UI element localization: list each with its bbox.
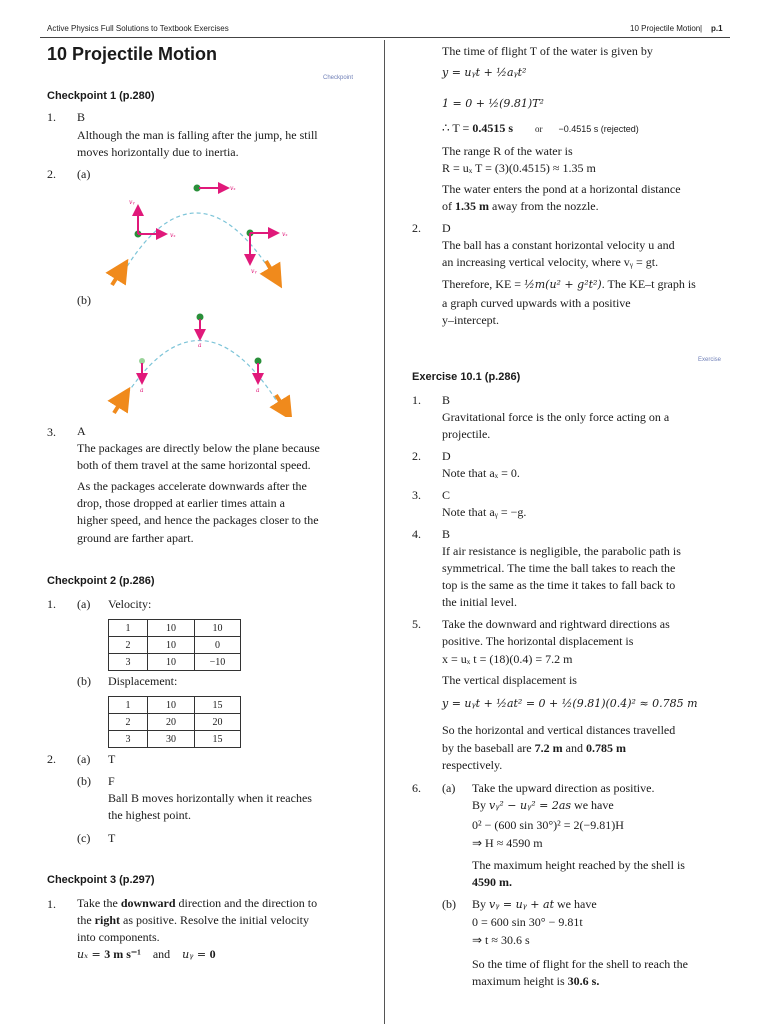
landing-arrow [266,261,276,278]
checkpoint-3-heading: Checkpoint 3 (p.297) [47,874,155,886]
cp1-q3-answer: A [77,424,86,438]
table-cell: 3 [109,731,148,748]
cp1-q3-line5: higher speed, and hence the packages closer to the [77,513,319,527]
ex-q4-line1: If air resistance is negligible, the parabolic path is [442,544,681,558]
text-span: of [442,199,455,213]
ex-q5-line2: positive. The horizontal displacement is [442,634,634,648]
label-a-top: a [198,342,202,349]
cp2-q2b-answer: F [108,774,115,788]
header-left: Active Physics Full Solutions to Textbook Exercises [47,24,229,33]
ex-q6a-line2 [472,797,614,814]
projectile-velocity-diagram [100,178,310,298]
table-cell: 1 [109,697,148,714]
ke-equation: ½m(u² + g²t²) [524,278,602,291]
and-text: and [152,947,171,961]
eq-result [442,120,639,138]
ex-q2-answer: D [442,449,451,463]
table-cell: 0 [195,637,241,654]
table-row [109,714,241,731]
ex-q3-line1: Note that aᵧ = −g. [442,505,527,519]
cp2-a-text: Velocity: [108,597,152,611]
cp3-q1-number: 1. [47,897,56,911]
cp2-q2c-label: (c) [77,831,91,845]
label-vx-top: vₓ [230,185,236,192]
ex-q5-line6 [442,740,626,757]
cp1-q3-number: 3. [47,425,56,439]
ex-q4-line4: the initial level. [442,595,517,609]
text-span: we have [554,897,597,911]
ex-q6b-line2: 0 = 600 sin 30° − 9.81t [472,915,583,929]
table-cell: 10 [195,620,241,637]
cp2-q2a-answer: T [108,752,116,766]
bold-span: 0.4515 s [472,121,513,135]
text-span: we have [571,798,614,812]
text-span: maximum height is [472,974,568,988]
cp1-q1-answer: B [77,110,86,124]
checkpoint-2-heading: Checkpoint 2 (p.286) [47,575,155,587]
ex-q1-number: 1. [412,393,421,407]
ex-q1-line1: Gravitational force is the only force acting on a [442,410,670,424]
table-cell: 2 [109,714,148,731]
ex-q6a-line3: 0² − (600 sin 30°)² = 2(−9.81)H [472,818,624,832]
ex-q6a-label: (a) [442,781,456,795]
or-text: or [534,124,543,134]
text-span: By [472,798,490,812]
ex-q6a-line5: The maximum height reached by the shell is [472,858,685,872]
rejected-text: −0.4515 s (rejected) [558,124,639,134]
ex-q4-answer: B [442,527,451,541]
cp3-line3: into components. [77,930,160,944]
text-span: and [562,741,586,755]
checkpoint-1-heading: Checkpoint 1 (p.280) [47,90,155,102]
ex-q1-line2: projectile. [442,427,491,441]
right-q2-line2: an increasing vertical velocity, where vᵧ = gt. [442,255,659,269]
ex-q6b-line3: ⇒ t ≈ 30.6 s [472,933,530,947]
cp2-a-label: (a) [77,597,91,611]
cp2-q2a-label: (a) [77,752,91,766]
label-vy-right: vᵧ [251,268,257,275]
header-chapter: 10 Projectile Motion [630,24,701,33]
table-row [109,620,241,637]
text-span: away from the nozzle. [489,199,599,213]
table-row [109,637,241,654]
cp2-b-label: (b) [77,674,91,688]
trajectory-path-b [120,340,278,405]
label-a-left: a [140,387,144,394]
ex-q4-line3: top is the same as the time it takes to fall back to [442,578,676,592]
enter-line2 [442,198,599,215]
label-vy-left: vᵧ [129,199,135,206]
ex-q6b-line1 [472,896,597,913]
text-span: by the baseball are [442,741,535,755]
bold-span: downward [120,896,176,910]
cp3-components [77,946,216,963]
text-span: Therefore, KE = [442,277,525,291]
cp1-q1-number: 1. [47,110,56,124]
ex-q5-line3: x = uₓ t = (18)(0.4) = 7.2 m [442,652,573,666]
kinematic-equation: vᵧ = uᵧ + at [489,898,554,911]
eq-displacement: y = uᵧt + ½aᵧt² [442,66,527,79]
header-rule [40,37,730,38]
cp1-q3-line2: both of them travel at the same horizontal speed. [77,458,311,472]
table-row [109,697,241,714]
cp2-q2-number: 2. [47,752,56,766]
tof-text: The time of flight T of the water is given by [442,44,653,58]
right-q2-line4: a graph curved upwards with a positive [442,296,631,310]
text-span: as positive. Resolve the initial velocity [120,913,309,927]
right-q2-line5: y–intercept. [442,313,499,327]
right-q2-line1: The ball has a constant horizontal velocity u and [442,238,675,252]
cp3-line2 [77,912,309,929]
uy-value: 0 [209,947,216,961]
table-cell: 10 [148,637,195,654]
table-cell: 3 [109,654,148,671]
header-separator: | [700,24,703,33]
eq-substitution: 1 = 0 + ½(9.81)T² [442,97,544,110]
page-title: 10 Projectile Motion [47,44,218,64]
ux-value: 3 m s⁻¹ [104,947,141,961]
ex-q6a-line4: ⇒ H ≈ 4590 m [472,836,543,850]
cp1-q1-line1: Although the man is falling after the jump, he still [77,128,318,142]
table-row [109,731,241,748]
ex-q6-number: 6. [412,781,421,795]
table-cell: −10 [195,654,241,671]
text-span: Take the [77,896,121,910]
page-number: p.1 [711,24,723,33]
cp3-line1 [77,895,317,912]
range-line2: R = uₓ T = (3)(0.4515) ≈ 1.35 m [442,161,596,175]
bold-span: right [94,913,121,927]
cp2-q2b-line1: Ball B moves horizontally when it reaches [108,791,312,805]
ex-q5-line5: So the horizontal and vertical distances travelled [442,723,676,737]
velocity-table [108,619,241,671]
cp1-q3-line1: The packages are directly below the plane because [77,441,320,455]
cp2-b-text: Displacement: [108,674,178,688]
right-q2-answer: D [442,221,451,235]
ex-q5-equation: y = uᵧt + ½at² = 0 + ½(9.81)(0.4)² ≈ 0.785 m [442,697,698,710]
table-cell: 2 [109,637,148,654]
checkpoint-tag: Checkpoint [323,75,354,81]
label-vx-left: vₓ [170,232,176,239]
displacement-table [108,696,241,748]
text-span: . The KE–t graph is [601,277,696,291]
ux-label: uₓ = [77,948,105,961]
cp1-q2-number: 2. [47,167,56,181]
cp1-q3-line4: drop, those dropped at earlier times attain a [77,496,285,510]
ex-q6b-line5 [472,973,599,990]
table-row [109,654,241,671]
cp2-q2c-answer: T [108,831,116,845]
launch-arrow-b [114,397,124,413]
uy-label: uᵧ = [182,948,210,961]
ex-q6b-label: (b) [442,897,456,911]
ex-q4-number: 4. [412,527,421,541]
cp1-q3-line6: ground are farther apart. [77,531,194,545]
ex-q5-line7: respectively. [442,758,503,772]
kinematic-equation: vᵧ² − uᵧ² = 2as [489,799,572,812]
text-span: direction and the direction to [175,896,318,910]
column-divider [384,40,385,1024]
ex-q6a-line6: 4590 m. [472,875,512,889]
text-span: ∴ T = [442,121,473,135]
projectile-acceleration-diagram [100,305,310,417]
bold-span: 0.785 m [585,741,626,755]
right-q2-line3 [442,276,696,293]
cp2-q2b-label: (b) [77,774,91,788]
text-span: By [472,897,490,911]
exercise-heading: Exercise 10.1 (p.286) [412,371,521,383]
bold-span: 30.6 s. [567,974,600,988]
cp2-q1-number: 1. [47,597,56,611]
table-cell: 1 [109,620,148,637]
bold-span: 7.2 m [534,741,563,755]
cp1-q1-line2: moves horizontally due to inertia. [77,145,239,159]
label-vx-right: vₓ [282,231,288,238]
table-cell: 15 [195,697,241,714]
ex-q5-number: 5. [412,617,421,631]
table-cell: 15 [195,731,241,748]
ex-q3-number: 3. [412,488,421,502]
table-cell: 20 [195,714,241,731]
table-cell: 10 [148,654,195,671]
label-a-right: a [256,387,260,394]
exercise-tag: Exercise [698,357,722,363]
range-line1: The range R of the water is [442,144,573,158]
cp1-q2a-label: (a) [77,167,91,181]
table-cell: 10 [148,620,195,637]
cp1-q3-line3: As the packages accelerate downwards after the [77,479,307,493]
ex-q6b-line4: So the time of flight for the shell to reach the [472,957,688,971]
ex-q3-answer: C [442,488,451,502]
enter-line1: The water enters the pond at a horizontal distance [442,182,681,196]
cp1-q2b-label: (b) [77,293,91,307]
table-cell: 30 [148,731,195,748]
ex-q6a-line1: Take the upward direction as positive. [472,781,655,795]
table-cell: 20 [148,714,195,731]
text-span: the [77,913,95,927]
ex-q2-line1: Note that aₓ = 0. [442,466,520,480]
ex-q4-line2: symmetrical. The time the ball takes to reach the [442,561,676,575]
right-q2-number: 2. [412,221,421,235]
cp2-q2b-line2: the highest point. [108,808,191,822]
ex-q5-line4: The vertical displacement is [442,673,577,687]
ex-q1-answer: B [442,393,451,407]
ex-q5-line1: Take the downward and rightward directions as [442,617,670,631]
table-cell: 10 [148,697,195,714]
bold-span: 1.35 m [455,199,489,213]
ex-q2-number: 2. [412,449,421,463]
